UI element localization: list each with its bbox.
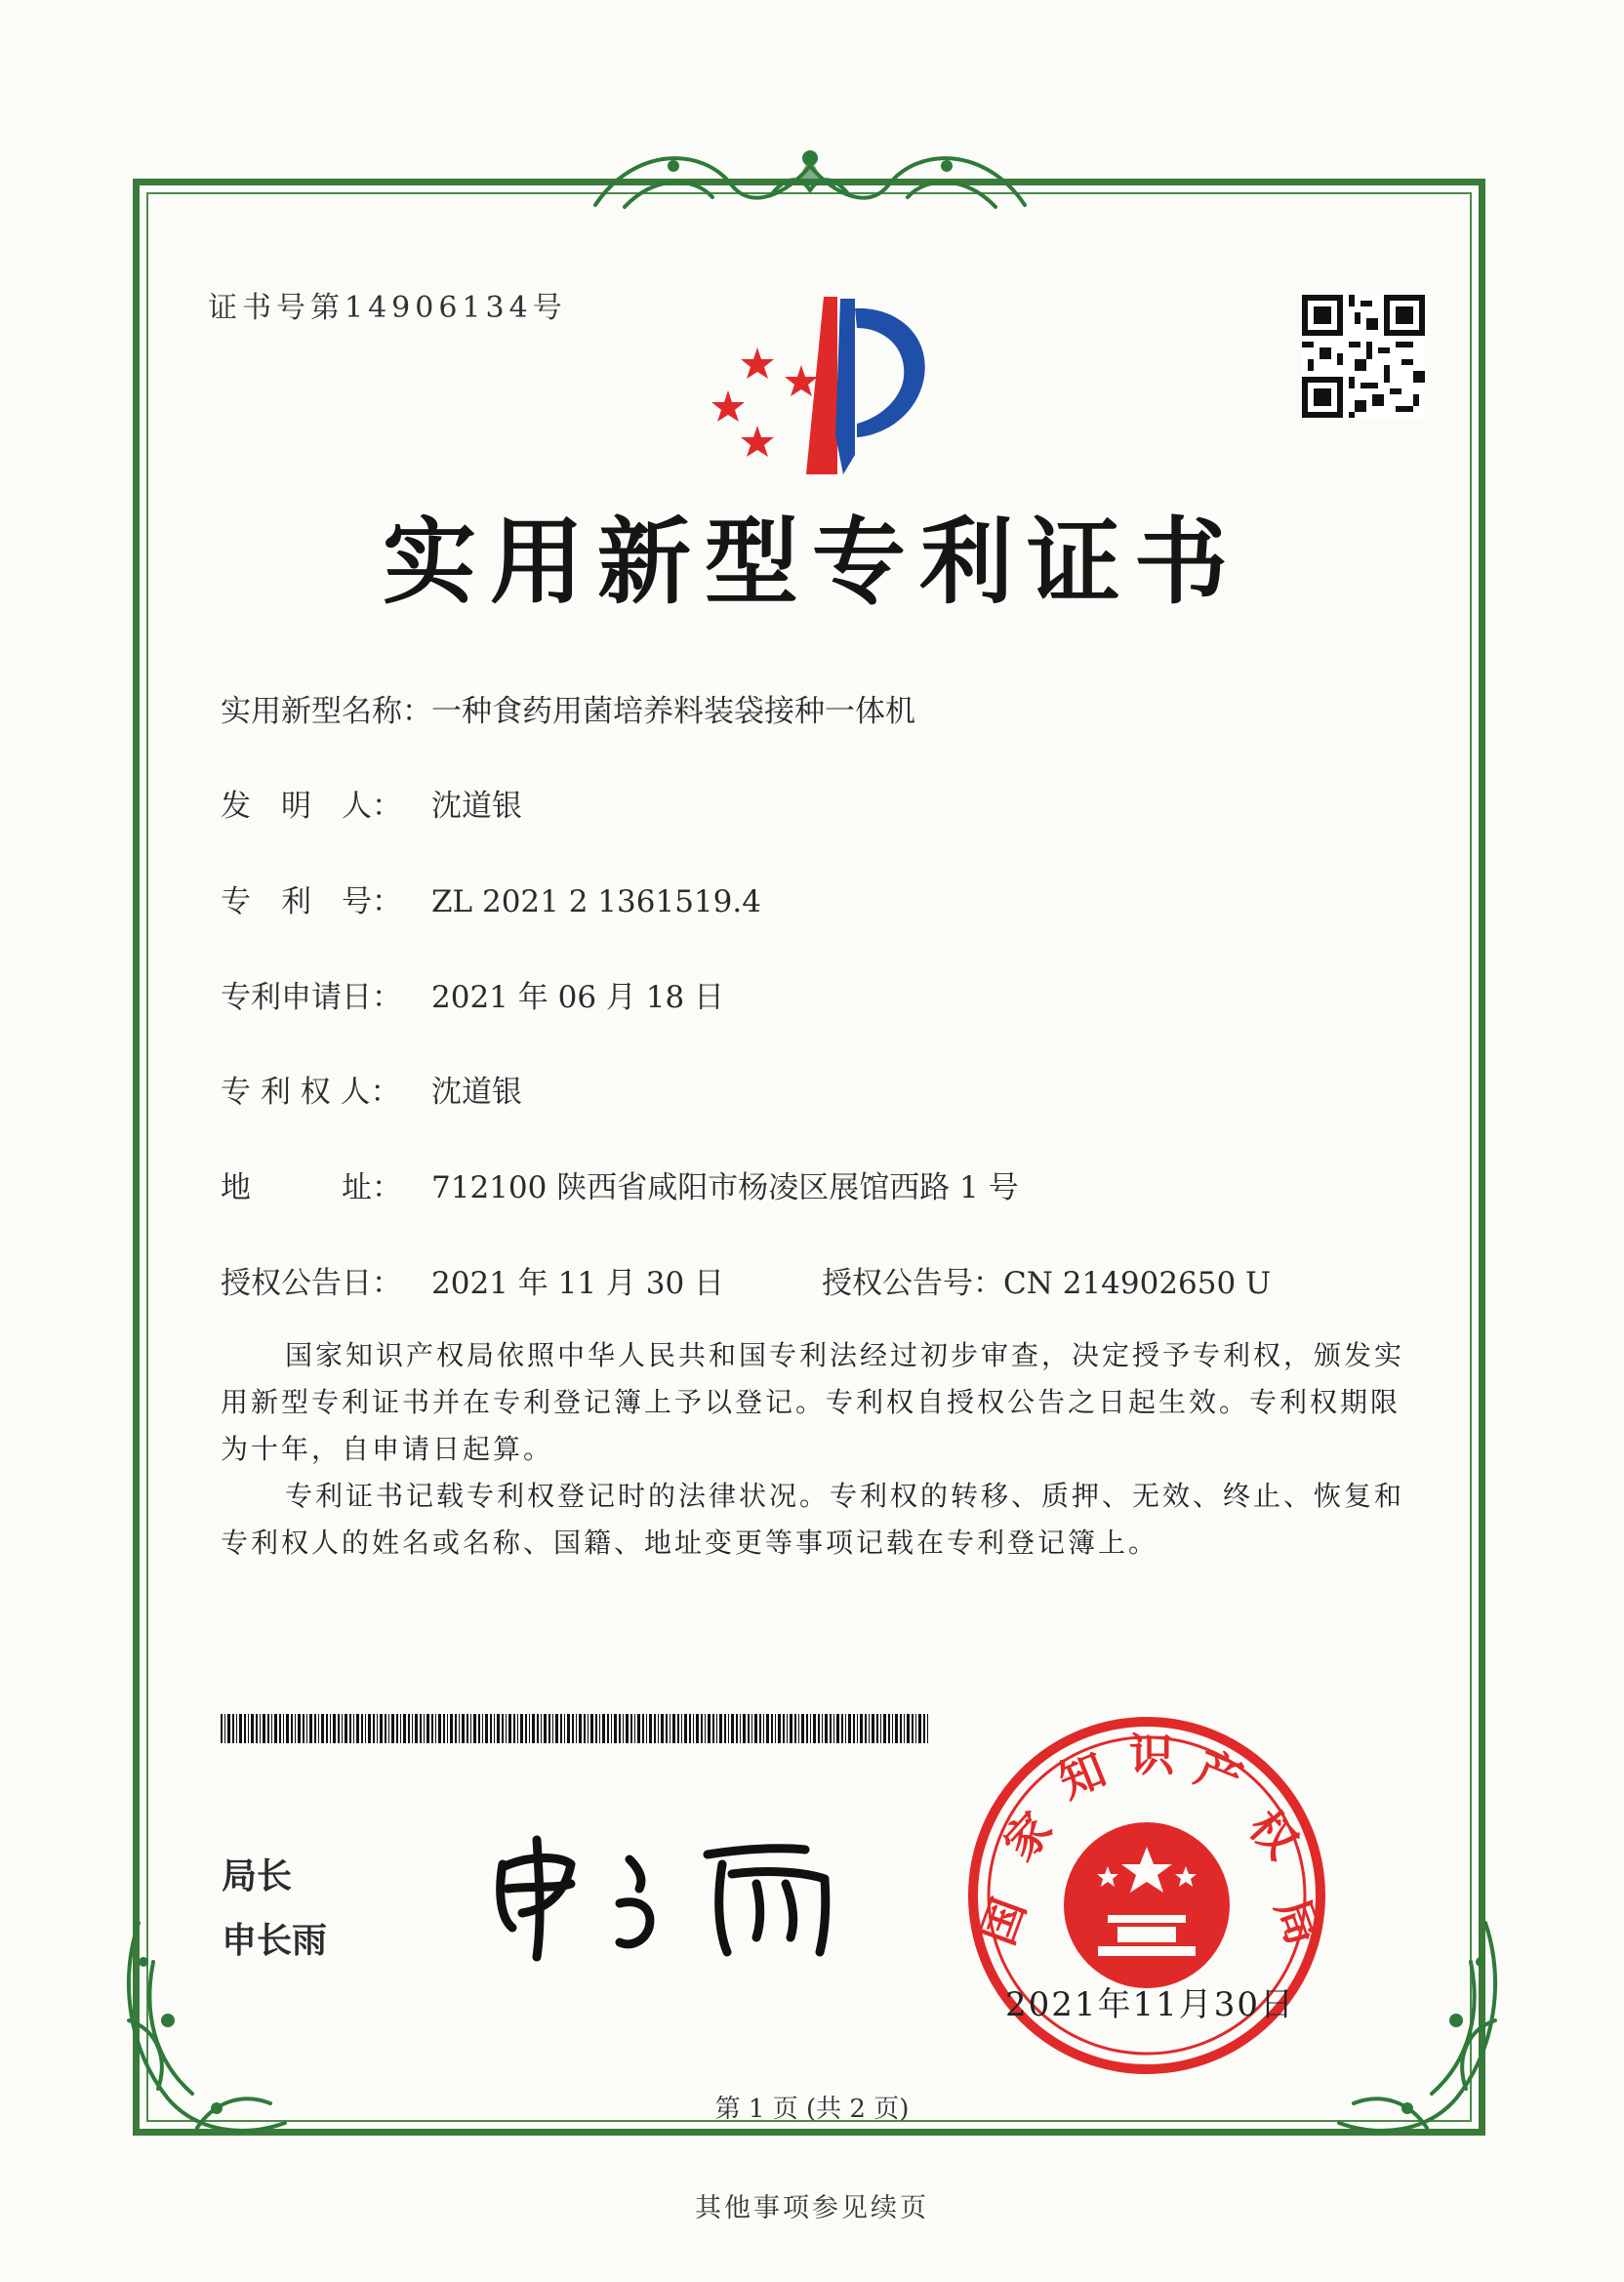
body-paragraph: 国家知识产权局依照中华人民共和国专利法经过初步审查，决定授予专利权，颁发实用新型专利证书并在专利登记簿上予以登记。专利权自授权公告之日起生效。专利权期限为十年，自申请日起算。: [221, 1339, 1405, 1465]
svg-text:知: 知: [1051, 1742, 1114, 1809]
field-value: ZL 2021 2 1361519.4: [431, 884, 761, 919]
field-value: 沈道银: [431, 789, 522, 824]
field-value: CN 214902650 U: [1003, 1266, 1272, 1301]
field-label: 授权公告号：: [822, 1266, 1003, 1301]
official-seal: [961, 1710, 1332, 2081]
handwritten-signature: [483, 1835, 854, 1962]
field-announcement-number: [822, 1258, 1271, 1302]
field-patentee: [221, 1067, 522, 1111]
field-inventor: [221, 781, 522, 825]
certificate-title: 实用新型专利证书: [383, 508, 1241, 617]
page-indicator: 第 1 页 (共 2 页): [714, 2095, 910, 2124]
signatory-title: 局长: [222, 1856, 293, 1896]
svg-text:国: 国: [970, 1891, 1036, 1952]
qr-code: [1302, 295, 1425, 418]
barcode: [221, 1714, 929, 1743]
field-address: [221, 1162, 1019, 1206]
field-patent-number: [221, 876, 761, 920]
field-grant-date: [221, 1258, 724, 1302]
field-label: 专 利 权 人：: [221, 1075, 401, 1110]
field-label: 专利申请日：: [221, 980, 402, 1015]
continuation-note: 其他事项参见续页: [695, 2193, 929, 2223]
field-label: 发 明 人：: [221, 789, 402, 824]
svg-text:家: 家: [993, 1802, 1063, 1871]
svg-text:产: 产: [1188, 1740, 1250, 1807]
svg-text:局: 局: [1265, 1891, 1331, 1952]
body-paragraph: 专利证书记载专利权登记时的法律状况。专利权的转移、质押、无效、终止、恢复和专利权人的姓名或名称、国籍、地址变更等事项记载在专利登记簿上。: [221, 1480, 1405, 1559]
seal-date: 2021年11月30日: [1005, 1985, 1296, 2024]
svg-text:权: 权: [1238, 1800, 1309, 1869]
certificate-number: 证书号第14906134号: [208, 291, 567, 325]
field-label: 实用新型名称：: [221, 694, 432, 729]
field-application-date: [221, 972, 724, 1016]
field-label: 地 址：: [221, 1170, 402, 1205]
field-value: 2021 年 06 月 18 日: [431, 980, 725, 1015]
field-label: 专 利 号：: [221, 884, 402, 919]
field-label: 授权公告日：: [221, 1266, 402, 1301]
field-utility-model-name: [221, 686, 915, 730]
field-value: 沈道银: [431, 1075, 522, 1110]
top-ornament: [576, 137, 1044, 224]
field-value: 2021 年 11 月 30 日: [431, 1266, 725, 1301]
signatory-name: 申长雨: [222, 1921, 328, 1961]
cnipa-logo: [689, 289, 933, 484]
field-value: 712100 陕西省咸阳市杨凌区展馆西路 1 号: [431, 1170, 1019, 1205]
field-value: 一种食药用菌培养料装袋接种一体机: [431, 694, 915, 729]
svg-text:识: 识: [1129, 1729, 1174, 1781]
